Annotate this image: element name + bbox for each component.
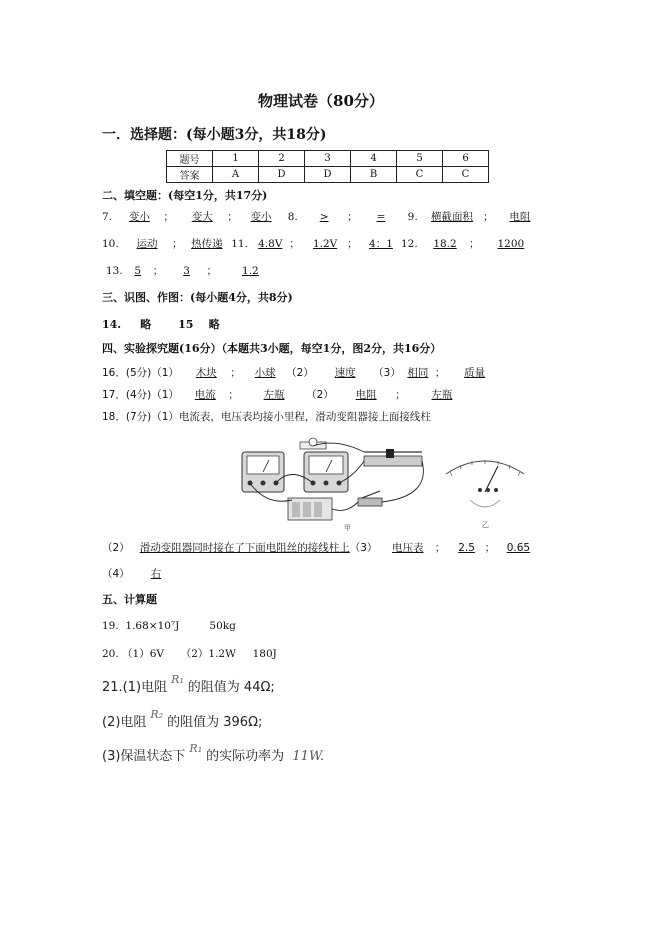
q20-answer-2: （2）1.2W [180, 648, 236, 660]
table-cell: A [213, 167, 259, 183]
table-cell: 3 [305, 151, 351, 167]
table-cell: C [443, 167, 489, 183]
answer-line-18-2: （2） 滑动变阻器同时接在了下面电阻丝的接线柱上（3） 电压表 ； 2.5 ； 0.65 [102, 540, 538, 555]
q14-number: 14. [102, 318, 122, 331]
r2-symbol: R₂ [150, 708, 164, 721]
figure-b-label: 乙 [482, 521, 489, 529]
q13-answer-b: 3 [183, 265, 190, 277]
answer-line-16: 16．(5分)（1） 木块 ； 小球 （2） 速度 （3） 相同 ； 质量 [102, 365, 501, 380]
q21-line3-suffix: 的实际功率为 [206, 749, 285, 764]
rheostat-slider [386, 449, 394, 458]
q12-number: 12. [400, 238, 418, 250]
q18-answer-3a: 电压表 [391, 542, 424, 554]
q7-answer-c: 变小 [250, 211, 272, 223]
answer-line-18-4 [102, 566, 179, 581]
q18-part2: （2） [102, 542, 130, 554]
q8-answer-a: > [319, 211, 329, 223]
q17-prefix: 17．(4分)（1） [102, 389, 179, 401]
q20-number: 20. [102, 648, 119, 660]
q21-line3-prefix: (3)保温状态下 [102, 749, 186, 764]
table-cell: 4 [351, 151, 397, 167]
circuit-figure-a [236, 436, 436, 532]
r1-symbol: R₁ [171, 673, 184, 686]
table-row-label: 答案 [167, 167, 213, 183]
q18-prefix: 18．(7分)（1） [102, 411, 179, 423]
q17-answer-b: 左瓶 [263, 389, 285, 401]
q18-answer-2: 滑动变阻器同时接在了下面电阻丝的接线柱上 [139, 542, 350, 554]
q20-answer-1: （1）6V [122, 648, 164, 660]
table-cell: 2 [259, 151, 305, 167]
q19-answer-b: 50kg [209, 620, 236, 632]
q16-answer-d: 相同 [407, 367, 429, 379]
q17-answer-d: 左瓶 [431, 389, 453, 401]
q11-answer-a: 4.8V [258, 238, 283, 250]
q12-answer-a: 18.2 [433, 238, 457, 250]
answer-line-21-3 [102, 742, 325, 764]
q16-answer-c: 速度 [334, 367, 356, 379]
q9-answer-b: 电阻 [509, 211, 531, 223]
q21-line1-suffix: 的阻值为 44Ω; [187, 680, 275, 695]
q18-part3: （3） [349, 542, 378, 554]
answer-line-20 [102, 646, 277, 661]
q20-answer-3: 180J [252, 648, 277, 660]
table-cell: C [397, 167, 443, 183]
answer-line-21-2 [102, 708, 263, 730]
q16-part2: （2） [286, 367, 314, 379]
q21-line2-prefix: (2)电阻 [102, 715, 147, 730]
q19-number: 19. [102, 620, 119, 632]
q7-number: 7. [102, 211, 113, 223]
section-4-heading: 四、实验探究题(16分）（本题共3小题，每空1分，图2分，共16分） [102, 342, 442, 355]
section-1-heading: 一．选择题：(每小题3分，共18分) [102, 127, 327, 143]
table-cell: 1 [213, 151, 259, 167]
q17-part2: （2） [306, 389, 334, 401]
q14-answer: 略 [140, 318, 152, 331]
meter-figure-b [440, 452, 530, 532]
q13-answer-c: 1.2 [242, 265, 259, 277]
q18-answer-3b: 2.5 [458, 542, 475, 554]
q10-number: 10. [102, 238, 119, 250]
q18-answer-1: 电流表，电压表均接小里程，滑动变阻器接上面接线柱 [178, 411, 431, 423]
q18-answer-3c: 0.65 [506, 542, 531, 554]
answer-line-19 [102, 620, 236, 632]
table-cell: 5 [397, 151, 443, 167]
q16-answer-e: 质量 [464, 367, 486, 379]
section-3-heading: 三、识图、作图：(每小题4分，共8分) [102, 291, 293, 304]
section-2-heading: 二、填空题：(每空1分，共17分) [102, 189, 268, 202]
figure-a-label: 甲 [344, 524, 351, 532]
q7-answer-a: 变小 [128, 211, 150, 223]
q9-answer-a: 横截面积 [431, 211, 474, 223]
table-row-label: 题号 [167, 151, 213, 167]
q8-answer-b: = [376, 211, 386, 223]
page-title: 物理试卷（80分） [258, 92, 384, 110]
table-cell: 6 [443, 151, 489, 167]
table-cell: D [259, 167, 305, 183]
q17-answer-a: 电流 [194, 389, 216, 401]
q12-answer-b: 1200 [497, 238, 525, 250]
q11-answer-c: 4：1 [369, 238, 393, 250]
table-row [167, 167, 489, 183]
q16-answer-b: 小球 [254, 367, 276, 379]
q19-answer-a: 1.68×10⁷J [125, 620, 180, 632]
section-5-heading: 五、计算题 [102, 593, 157, 606]
q7-answer-b: 变大 [191, 211, 213, 223]
q8-number: 8. [287, 211, 298, 223]
answer-line-17: 17．(4分)（1） 电流 ； 左瓶 （2） 电阻 ； 左瓶 [102, 387, 475, 402]
answer-line-13: 13. 5 ； 3 ； 1.2 [106, 263, 280, 278]
r1-symbol: R₁ [189, 742, 203, 755]
answer-line-10-12: 10. 运动 ； 热传递 11. 4.8V ； 1.2V ； 4：1 12. 18.2 ； 1200 [102, 236, 539, 251]
answer-line-14-15 [102, 316, 220, 332]
q16-answer-a: 木块 [195, 367, 217, 379]
q10-answer-a: 运动 [136, 238, 158, 250]
q10-answer-b: 热传递 [191, 238, 223, 250]
q13-answer-a: 5 [134, 265, 142, 277]
q18-answer-4: 右 [150, 568, 162, 580]
q18-part4: （4） [102, 568, 130, 580]
table-cell: B [351, 167, 397, 183]
q15-number: 15 [178, 318, 194, 331]
q13-number: 13. [106, 265, 123, 277]
q21-line3-value: 11W. [292, 749, 325, 764]
q16-prefix: 16．(5分)（1） [102, 367, 179, 379]
table-cell: D [305, 167, 351, 183]
q21-line2-suffix: 的阻值为 396Ω; [167, 715, 263, 730]
answer-line-18-1 [102, 409, 431, 424]
q17-answer-c: 电阻 [355, 389, 377, 401]
q21-line1-prefix: 21.(1)电阻 [102, 680, 168, 695]
answer-line-7-9: 7. 变小 ； 变大 ； 变小 8. > ； = 9. 横截面积 ； 电阻 [102, 209, 543, 224]
q16-part3: （3） [373, 367, 401, 379]
q15-answer: 略 [208, 318, 220, 331]
answer-table [166, 150, 489, 183]
q11-number: 11. [231, 238, 248, 250]
table-row [167, 151, 489, 167]
q11-answer-b: 1.2V [312, 238, 338, 250]
q9-number: 9. [407, 211, 418, 223]
switch [358, 498, 382, 506]
answer-line-21-1 [102, 673, 275, 695]
